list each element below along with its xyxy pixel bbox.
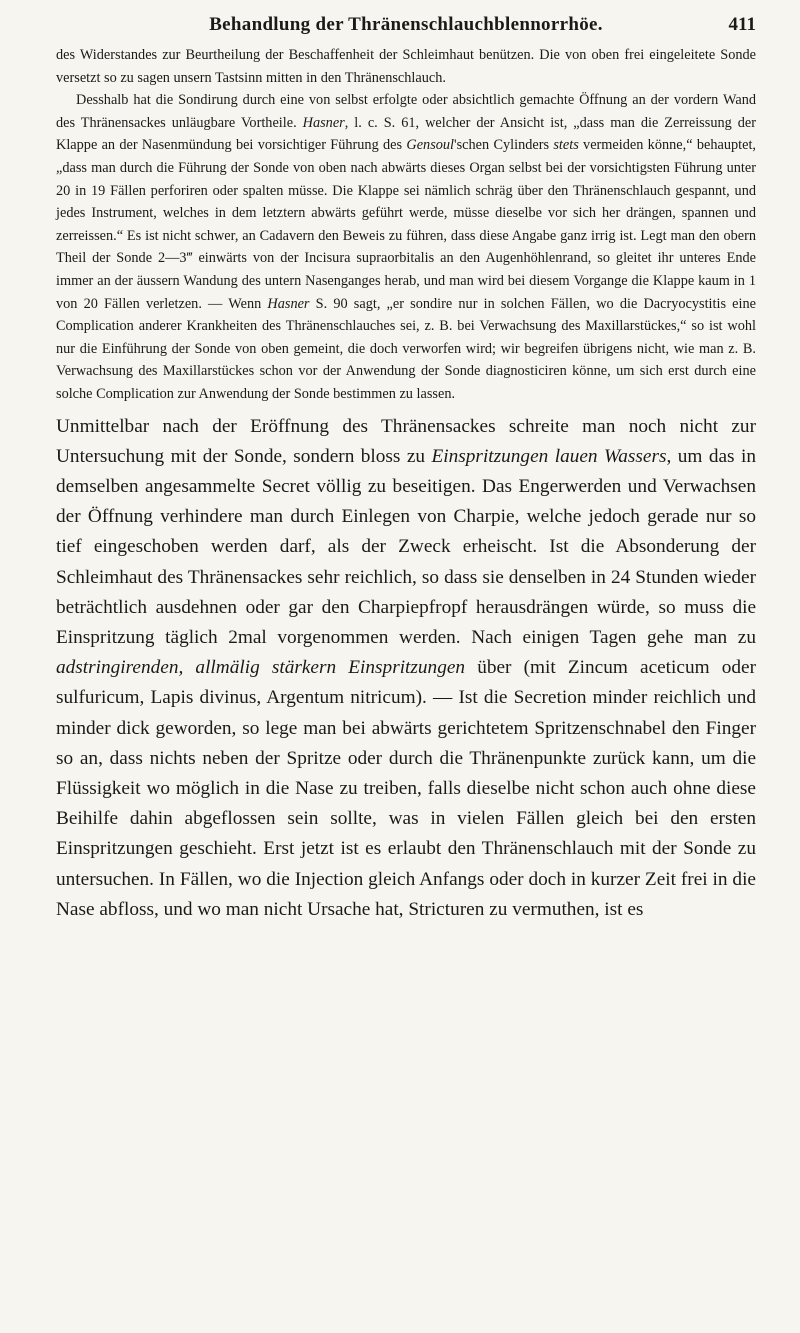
paragraph-treatment <box>56 412 756 925</box>
author-name: Hasner <box>302 114 345 131</box>
running-header <box>56 10 756 44</box>
page-number: 411 <box>728 14 756 35</box>
author-name: Hasner <box>267 295 310 312</box>
main-text-section <box>56 412 756 925</box>
emphasis: adstringirenden, allmälig stärkern Einspritzungen <box>56 657 466 679</box>
text-run: über (mit Zincum aceticum oder sulfuricum, Lapis divinus, Argentum nitricum). — Ist die Secretion minder reichlich und minder dick geworden, so lege man bei abwärts gerichtetem Spritzenschnabel den Finger so an, dass nichts neben der Spritze oder durch die Thränenpunkte zurück kann, um die Flüssigkeit wo möglich in die Nase zu treiben, falls dieselbe nicht schon auch ohne diese Beihilfe dahin abgeflossen sein sollte, was in vielen Fällen gleich bei den ersten Einspritzungen geschieht. Erst jetzt ist es erlaubt den Thränenschlauch mit der Sonde zu untersuchen. In Fällen, wo die Injection gleich Anfangs oder doch in kurzer Zeit frei in die Nase abfloss, und wo man nicht Ursache hat, Stricturen zu vermuthen, ist es <box>56 657 757 920</box>
small-print-section <box>56 44 756 406</box>
text-run: 'schen Cylinders <box>454 137 554 154</box>
paragraph-continuation: des Widerstandes zur Beurtheilung der Beschaffenheit der Schleimhaut benützen. Die von oben frei eingeleitete Sonde versetzt so zu sagen unsern Tastsinn mitten in den Thränenschlauch. <box>56 47 756 86</box>
text-run: Unmittelbar nach der Eröffnung des Thränensackes schreite man noch nicht zur Untersuchung mit der Sonde, sondern bloss zu <box>56 415 756 467</box>
text-run: , um das in demselben angesammelte Secret völlig zu beseitigen. Das Engerwerden und Verwachsen der Öffnung verhindere man durch Einlegen von Charpie, welche jedoch gerade nur so tief eingeschoben werden darf, als der Zweck erheischt. Ist die Absonderung der Schleimhaut des Thränensackes sehr reichlich, so dass sie denselben in 24 Stunden wieder beträchtlich ausdehnen oder gar den Charpiepfropf herausdrängen würde, so muss die Einspritzung täglich 2mal vorgenommen werden. Nach einigen Tagen gehe man zu <box>56 445 757 648</box>
emphasis: Einspritzungen lauen Wassers <box>431 445 667 467</box>
text-run: vermeiden könne,“ behauptet, „dass man durch die Führung der Sonde von oben nach abwärts dieses Organ selbst bei der vorsichtigsten Führung unter 20 in 19 Fällen perforiren oder spalten müsse. Die Klappe sei nämlich schräg über den Thränenschlauch gespannt, und jedes Instrument, welches in dem letztern abwärts geführt werde, müsse dieselbe vor sich her drängen, spannen und zerreissen.“ Es ist nicht schwer, an Cadavern den Beweis zu führen, dass diese Angabe ganz irrig ist. Legt man den obern Theil der Sonde 2—3‴ einwärts von der Incisura supraorbitalis an den Augenhöhlenrand, so gleitet ihr unteres Ende immer an der äussern Wandung des untern Nasenganges herab, und man wird bei diesem Vorgange die Klappe kaum in 1 von 20 Fällen verletzen. — Wenn <box>56 137 756 312</box>
text-run: , l. c. S. 61, welcher der Ansicht ist, „dass man die Zerreissung der Klappe an der Nasenmündung bei vorsichtiger Führung des <box>56 114 756 154</box>
running-title: Behandlung der Thränenschlauchblennorrhöe. <box>209 14 603 35</box>
text-run: S. 90 sagt, „er sondire nur in solchen Fällen, wo die Dacryocystitis eine Complication anderer Krankheiten des Thränenschlauches sei, z. B. bei Verwachsung des Maxillarstückes,“ so ist wohl nur die Einführung der Sonde von oben gemeint, die doch verworfen wird; wir begreifen übrigens nicht, wie man z. B. Verwachsung des Maxillarstückes schon vor der Anwendung der Sonde diagnosticiren könne, um sich erst durch eine solche Complication zur Anwendung der Sonde bestimmen zu lassen. <box>56 295 756 402</box>
emphasis: stets <box>553 137 579 154</box>
paragraph-sondirung <box>56 89 756 405</box>
author-name: Gensoul <box>406 137 455 154</box>
text-run: Desshalb hat die Sondirung durch eine von selbst erfolgte oder absichtlich gemachte Öffnung an der vordern Wand des Thränensackes unläugbare Vortheile. <box>56 92 756 131</box>
